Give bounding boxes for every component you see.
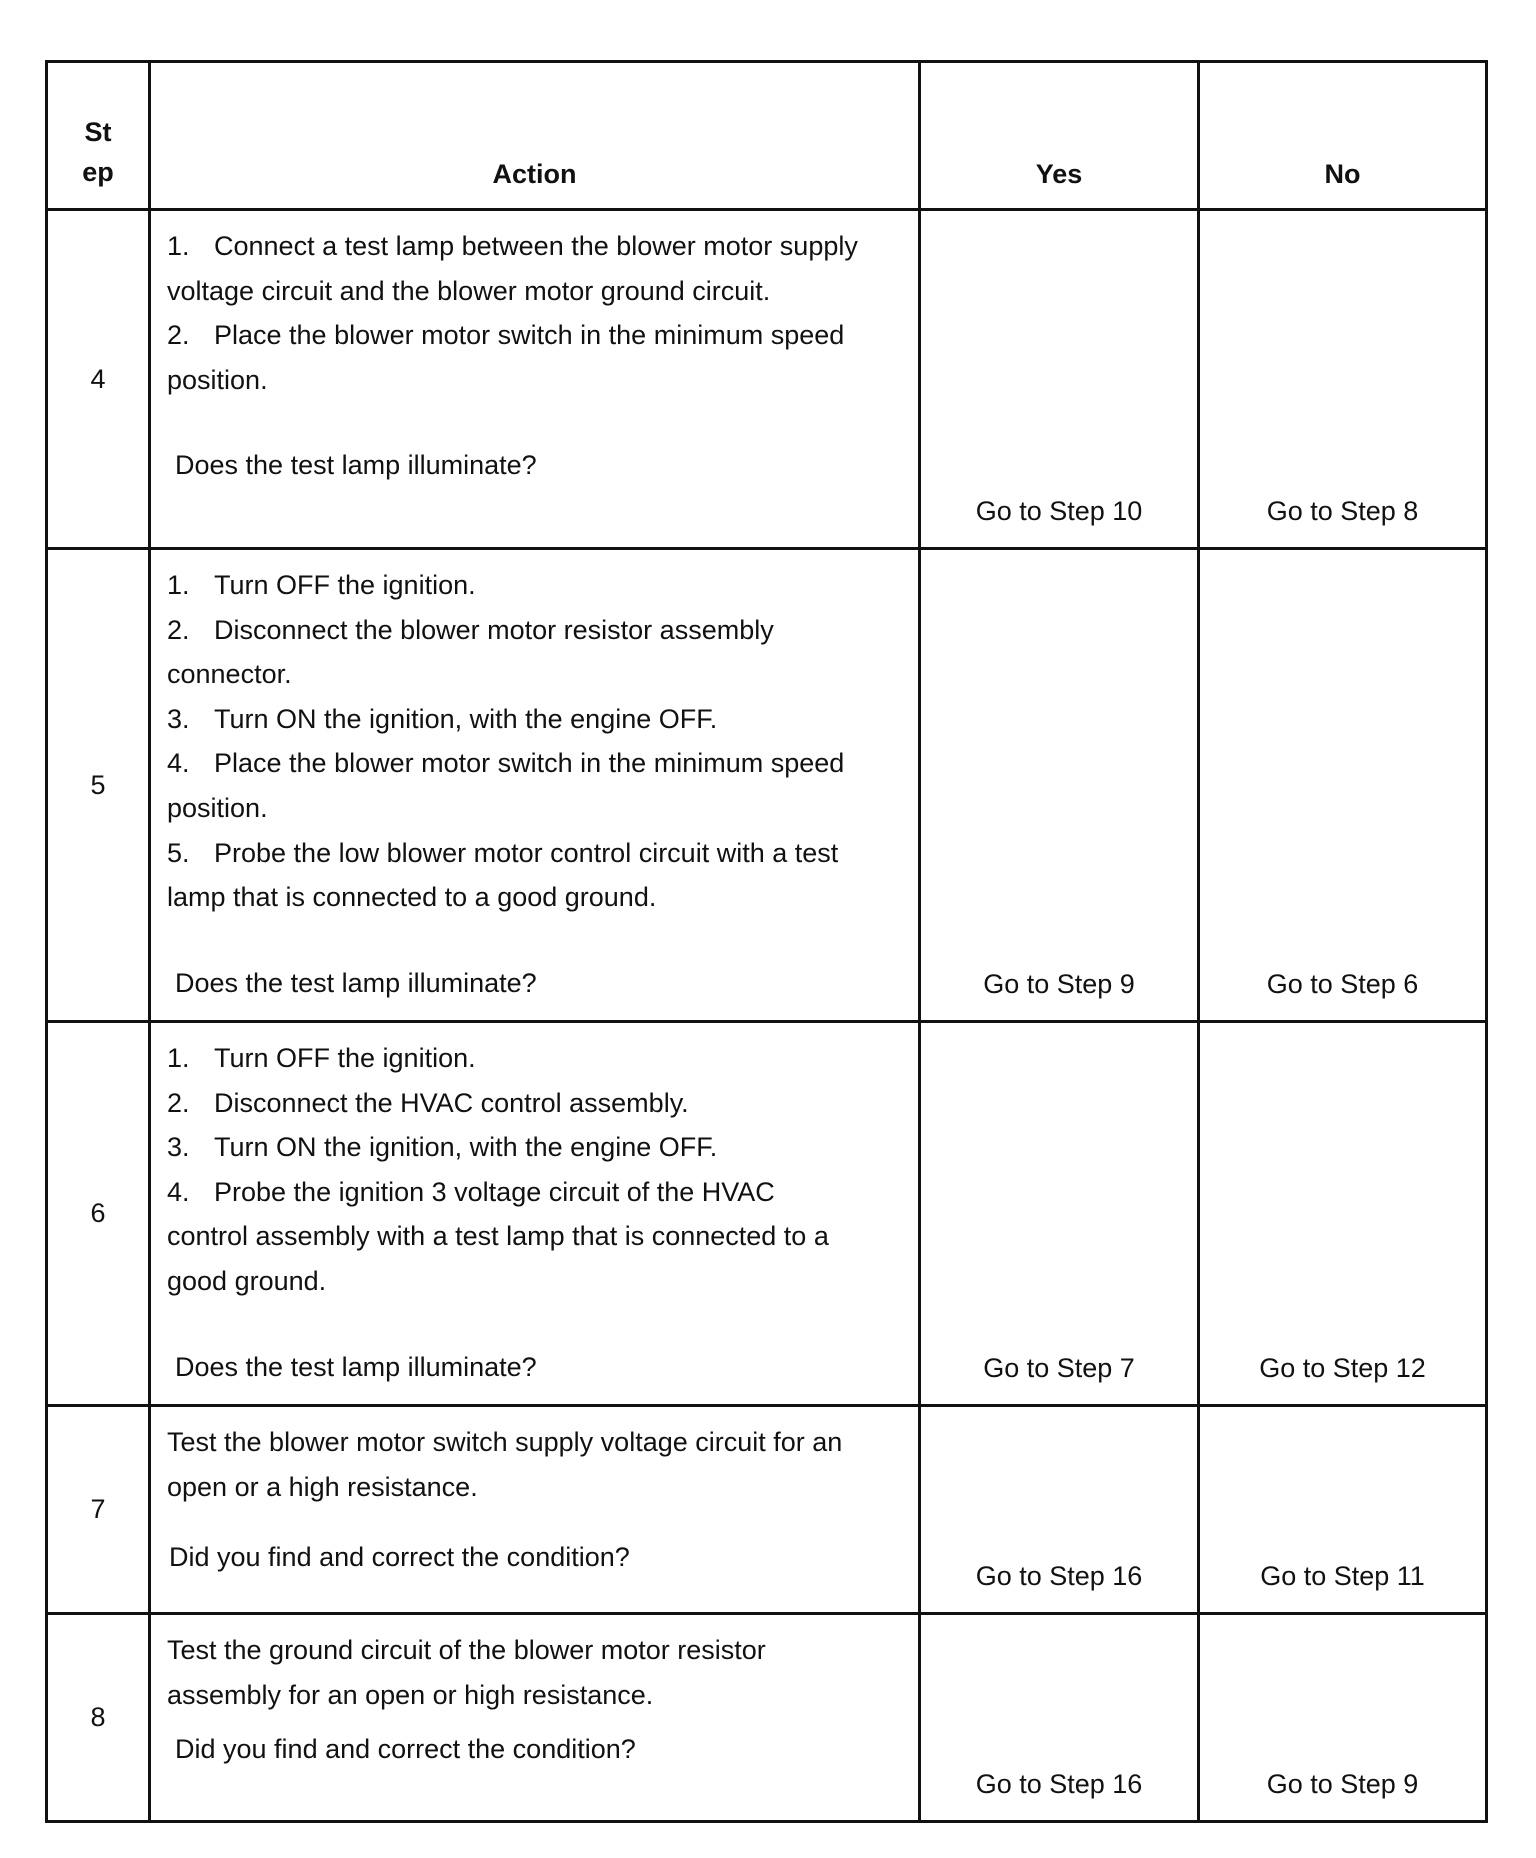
instruction-text: Probe the low blower motor control circuit with a test lamp that is connected to a good ground.: [167, 837, 839, 913]
no-result: Go to Step 11: [1199, 1406, 1487, 1614]
action-cell: [150, 210, 920, 549]
instruction-item: [167, 1081, 858, 1126]
instruction-text: Disconnect the blower motor resistor assembly connector.: [167, 614, 774, 690]
instruction-number: 3.: [167, 1132, 190, 1163]
instruction-text: Test the ground circuit of the blower motor resistor assembly for an open or high resistance.: [167, 1635, 766, 1710]
no-result: Go to Step 9: [1199, 1614, 1487, 1822]
instruction-text: Connect a test lamp between the blower motor supply voltage circuit and the blower motor ground circuit.: [167, 231, 858, 306]
yes-result: Go to Step 16: [920, 1614, 1199, 1822]
no-result: Go to Step 12: [1199, 1022, 1487, 1406]
table-row: [47, 1406, 1487, 1614]
action-column-header: Action: [150, 62, 920, 210]
table-row: [47, 1022, 1487, 1406]
instruction-text: Test the blower motor switch supply voltage circuit for an open or a high resistance.: [167, 1427, 843, 1502]
instruction-number: 2.: [167, 614, 190, 645]
instruction-number: 4.: [167, 748, 190, 779]
instruction-item: [167, 1036, 858, 1081]
action-cell: [150, 549, 920, 1022]
instruction-number: 1.: [167, 570, 190, 600]
yes-result: Go to Step 16: [920, 1406, 1199, 1614]
table-row: [47, 210, 1487, 549]
instruction-text: Place the blower motor switch in the minimum speed position.: [167, 320, 845, 395]
table-row: [47, 1614, 1487, 1822]
instruction-item: [167, 1125, 858, 1170]
table-body: [47, 210, 1487, 1822]
action-cell: [150, 1022, 920, 1406]
instruction-item: [167, 697, 858, 742]
instruction-text: Turn OFF the ignition.: [214, 570, 476, 600]
instruction-text: Turn ON the ignition, with the engine OFF.: [214, 703, 718, 734]
instruction-item: [167, 608, 858, 697]
step-header-line-2: ep: [82, 157, 114, 187]
no-column-header: No: [1199, 62, 1487, 210]
step-number: 8: [47, 1614, 150, 1822]
step-question: Did you find and correct the condition?: [175, 1734, 636, 1765]
step-number: 7: [47, 1406, 150, 1614]
step-question: Does the test lamp illuminate?: [175, 1351, 537, 1382]
action-cell: [150, 1614, 920, 1822]
instruction-number: 2.: [167, 320, 190, 351]
table-header: [47, 62, 1487, 210]
instruction-text: Turn OFF the ignition.: [214, 1043, 476, 1073]
step-question: Does the test lamp illuminate?: [175, 967, 537, 998]
instruction-number: 2.: [167, 1087, 190, 1118]
instruction-number: 1.: [167, 1043, 190, 1073]
instruction-item: [167, 1170, 858, 1304]
instruction-text: Disconnect the HVAC control assembly.: [214, 1087, 689, 1118]
instruction-item: [167, 224, 858, 313]
action-cell: [150, 1406, 920, 1614]
yes-result: Go to Step 7: [920, 1022, 1199, 1406]
instruction-number: 3.: [167, 703, 190, 734]
step-column-header: [47, 62, 150, 210]
instruction-item: [167, 313, 858, 402]
step-question: Does the test lamp illuminate?: [175, 450, 537, 481]
instruction-number: 4.: [167, 1176, 190, 1207]
instruction-text: Place the blower motor switch in the minimum speed position.: [167, 748, 845, 823]
no-result: Go to Step 8: [1199, 210, 1487, 549]
instruction-number: 1.: [167, 231, 190, 261]
yes-result: Go to Step 9: [920, 549, 1199, 1022]
instruction-number: 5.: [167, 837, 190, 868]
instruction-text: Probe the ignition 3 voltage circuit of the HVAC control assembly with a test lamp that is connected to a good ground.: [167, 1176, 829, 1296]
no-result: Go to Step 6: [1199, 549, 1487, 1022]
instruction-text: Turn ON the ignition, with the engine OFF.: [214, 1132, 718, 1163]
diagnostic-procedure-table: [45, 60, 1488, 1823]
step-header-line-1: St: [84, 117, 112, 147]
instruction-item: [167, 563, 858, 608]
instruction-item: [167, 741, 858, 830]
yes-column-header: Yes: [920, 62, 1199, 210]
step-number: 5: [47, 549, 150, 1022]
step-number: 4: [47, 210, 150, 549]
header-row: [47, 62, 1487, 210]
yes-result: Go to Step 10: [920, 210, 1199, 549]
step-question: Did you find and correct the condition?: [169, 1542, 630, 1573]
instruction-item: [167, 831, 858, 920]
table-row: [47, 549, 1487, 1022]
step-number: 6: [47, 1022, 150, 1406]
